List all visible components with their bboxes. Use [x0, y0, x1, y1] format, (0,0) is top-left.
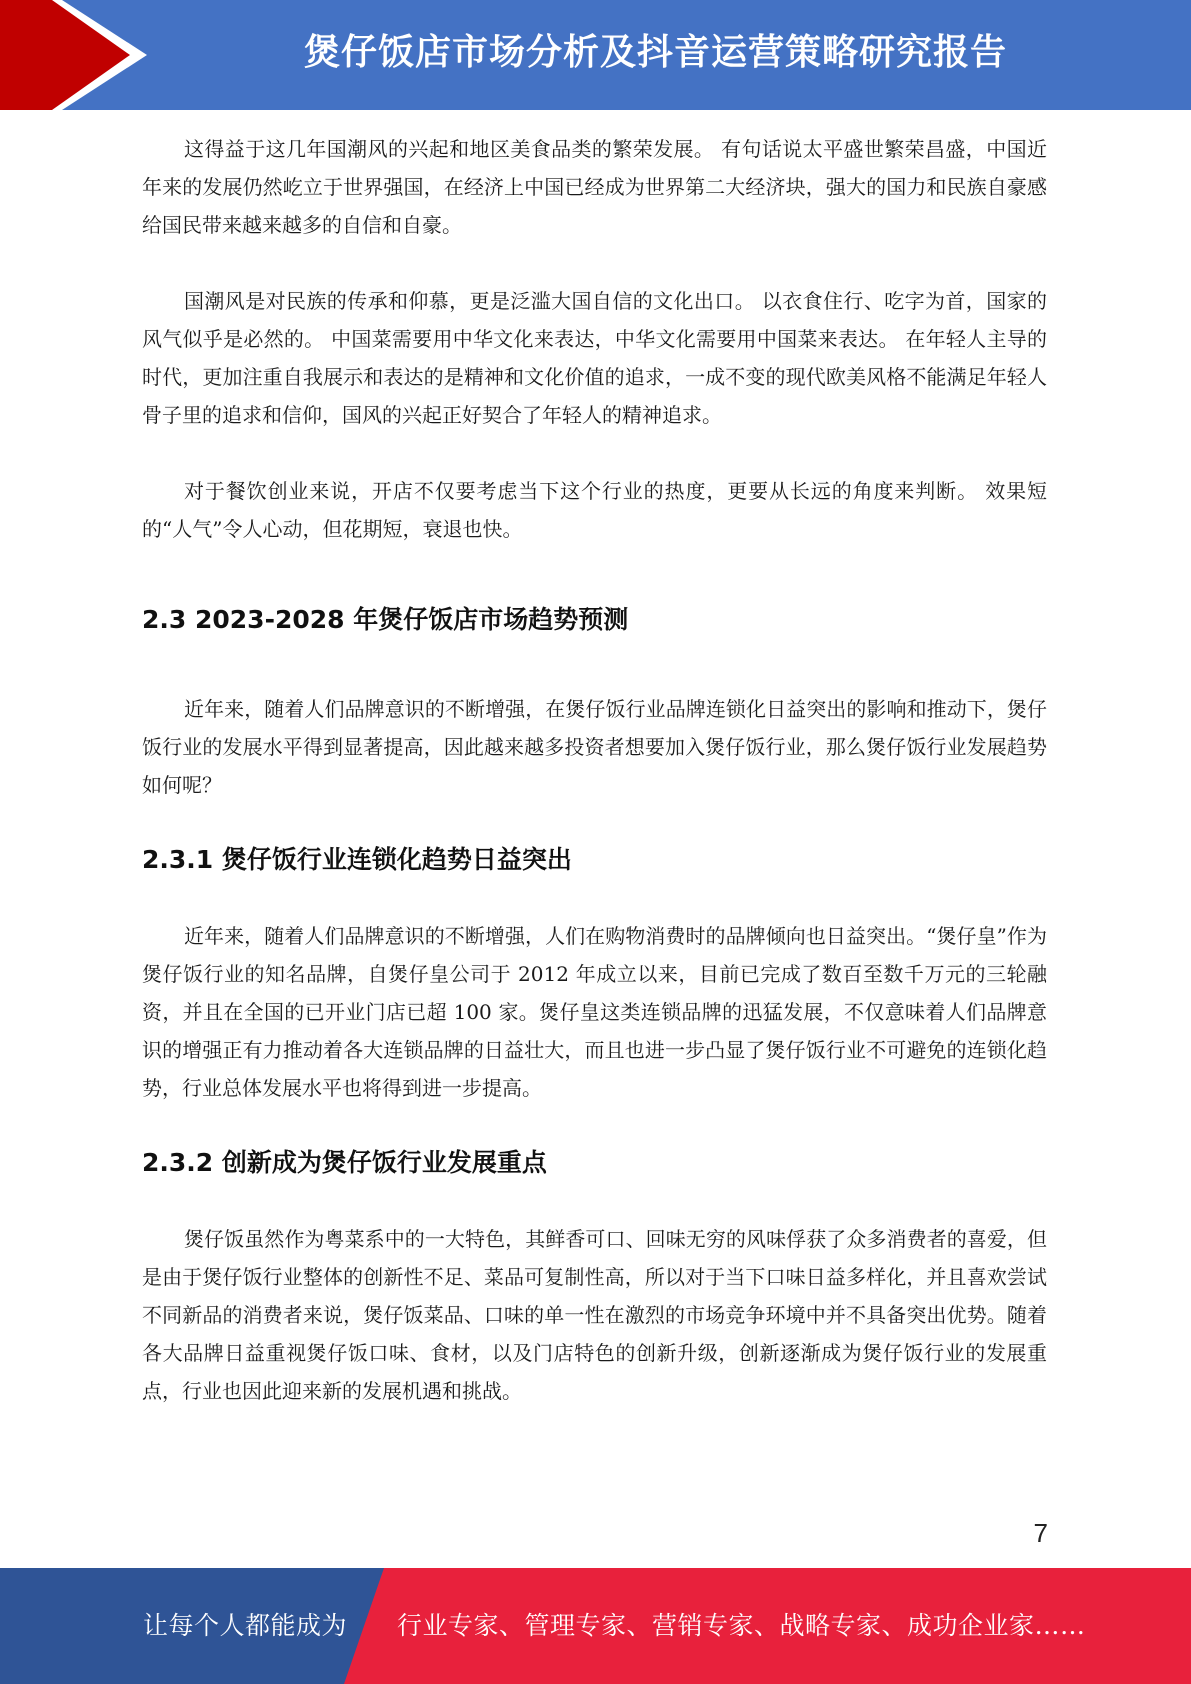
page-number: 7: [1033, 1518, 1048, 1548]
red-chevron-ribbon: [0, 0, 150, 110]
footer-slogan-right: 行业专家、管理专家、营销专家、战略专家、成功企业家……: [397, 1611, 1086, 1640]
paragraph-6: 煲仔饭虽然作为粤菜系中的一大特色，其鲜香可口、回味无穷的风味俘获了众多消费者的喜爱，但是由于煲仔饭行业整体的创新性不足、菜品可复制性高，所以对于当下口味日益多样化，并且喜欢尝试不同新品的消费者来说，煲仔饭菜品、口味的单一性在激烈的市场竞争环境中并不具备突出优势。随着各大品牌日益重视煲仔饭口味、食材，以及门店特色的创新升级，创新逐渐成为煲仔饭行业的发展重点，行业也因此迎来新的发展机遇和挑战。: [142, 1227, 1047, 1403]
paragraph-5: 近年来，随着人们品牌意识的不断增强，人们在购物消费时的品牌倾向也日益突出。“煲仔皇”作为煲仔饭行业的知名品牌，自煲仔皇公司于 2012 年成立以来，目前已完成了数百至数千万元的三轮融资，并且在全国的已开业门店已超 100 家。煲仔皇这类连锁品牌的迅猛发展，不仅意味着人们品牌意识的增强正有力推动着各大连锁品牌的日益壮大，而且也进一步凸显了煲仔饭行业不可避免的连锁化趋势，行业总体发展水平也将得到进一步提高。: [142, 924, 1047, 1100]
footer-slogan-left: 让每个人都能成为: [143, 1611, 348, 1640]
page-footer: [0, 1568, 1191, 1684]
page-header: [0, 0, 1191, 110]
document-title: 煲仔饭店市场分析及抖音运营策略研究报告: [303, 32, 1007, 73]
section-heading-2-3-1: 2.3.1 煲仔饭行业连锁化趋势日益突出: [142, 845, 572, 874]
paragraph-3: 对于餐饮创业来说，开店不仅要考虑当下这个行业的热度，更要从长远的角度来判断。 效果短的“人气”令人心动，但花期短，衰退也快。: [142, 479, 1047, 541]
paragraph-4: 近年来，随着人们品牌意识的不断增强，在煲仔饭行业品牌连锁化日益突出的影响和推动下，煲仔饭行业的发展水平得到显著提高，因此越来越多投资者想要加入煲仔饭行业，那么煲仔饭行业发展趋势如何呢？: [142, 697, 1047, 797]
paragraph-1: 这得益于这几年国潮风的兴起和地区美食品类的繁荣发展。 有句话说太平盛世繁荣昌盛，中国近年来的发展仍然屹立于世界强国，在经济上中国已经成为世界第二大经济块，强大的国力和民族自豪感给国民带来越来越多的自信和自豪。: [142, 137, 1047, 237]
paragraph-2: 国潮风是对民族的传承和仰慕，更是泛滥大国自信的文化出口。 以衣食住行、吃字为首，国家的风气似乎是必然的。 中国菜需要用中华文化来表达，中华文化需要用中国菜来表达。 在年轻人主导的时代，更加注重自我展示和表达的是精神和文化价值的追求，一成不变的现代欧美风格不能满足年轻人骨子里的追求和信仰，国风的兴起正好契合了年轻人的精神追求。: [142, 289, 1047, 427]
document-body: [142, 130, 1047, 1410]
section-heading-2-3: 2.3 2023-2028 年煲仔饭店市场趋势预测: [142, 605, 629, 634]
section-heading-2-3-2: 2.3.2 创新成为煲仔饭行业发展重点: [142, 1148, 547, 1177]
